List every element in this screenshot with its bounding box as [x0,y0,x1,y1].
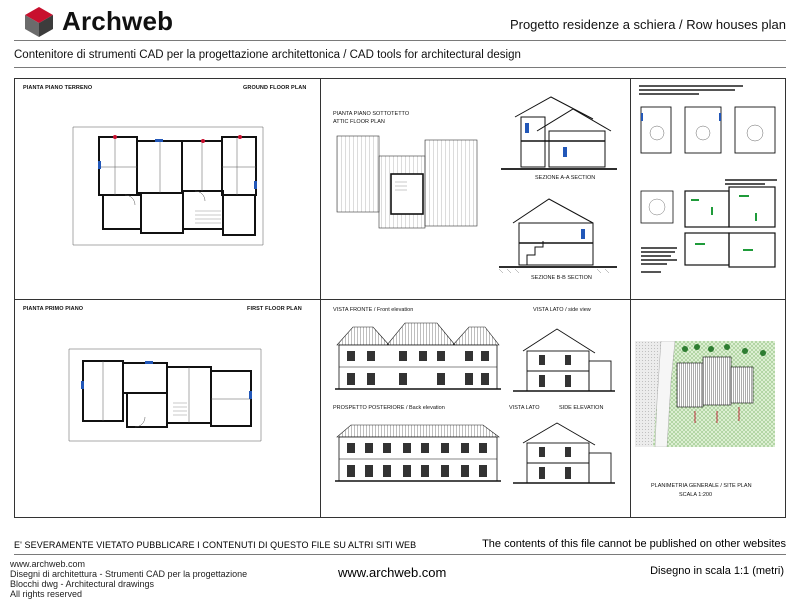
front-elevation-label: VISTA FRONTE / Front elevation [333,307,414,313]
brand-name: Archweb [62,6,174,36]
footer-line-1: www.archweb.com [10,559,86,569]
section-aa-label: SEZIONE A-A SECTION [535,175,596,181]
drawing-sheet [14,78,786,518]
section-bb-drawing [493,183,623,277]
back-elevation-label: PROSPETTO POSTERIORE / Back elevation [333,405,445,411]
site-plan-scale: SCALA 1:200 [679,492,713,498]
ground-floor-plan [65,121,265,251]
side-elevation-label-it: VISTA LATO [509,405,540,411]
drawing-title: Progetto residenze a schiera / Row houses plan [509,17,786,32]
subtitle: Contenitore di strumenti CAD per la progettazione architettonica / CAD tools for architectural design [14,49,521,61]
archweb-logo-icon [24,6,54,38]
section-aa-drawing [493,87,623,181]
side-view-drawing [509,323,619,393]
first-floor-label-en: FIRST FLOOR PLAN [247,306,302,312]
sheet-divider-v1 [320,79,321,517]
front-elevation-drawing [333,317,503,391]
back-elevation-drawing [333,421,503,483]
side-elevation-drawing [509,419,619,485]
ground-floor-label-en: GROUND FLOOR PLAN [243,85,307,91]
footer-website: www.archweb.com [338,565,447,580]
side-view-label: VISTA LATO / side view [533,307,591,313]
footer-scale: Disegno in scala 1:1 (metri) [650,565,784,577]
accessibility-schemes [635,83,781,293]
sheet-divider-h [15,299,785,300]
attic-label-en: ATTIC FLOOR PLAN [333,119,385,125]
attic-label-it: PIANTA PIANO SOTTOTETTO [333,111,410,117]
ground-floor-label-it: PIANTA PIANO TERRENO [23,85,93,91]
header-divider [14,40,786,41]
footer-line-4: All rights reserved [10,589,83,599]
site-plan-drawing [635,341,775,447]
copyright-notice-en: The contents of this file cannot be published on other websites [482,538,786,550]
section-bb-label: SEZIONE B-B SECTION [531,275,592,281]
attic-plan [333,134,483,234]
footer-divider [14,554,786,555]
footer-line-3: Blocchi dwg - Architectural drawings [10,579,155,589]
first-floor-plan [65,341,265,451]
first-floor-label-it: PIANTA PRIMO PIANO [23,306,84,312]
copyright-notice-it: E' SEVERAMENTE VIETATO PUBBLICARE I CONTENUTI DI QUESTO FILE SU ALTRI SITI WEB [14,540,417,550]
sheet-divider-v2 [630,79,631,517]
subtitle-divider [14,67,786,68]
footer-line-2: Disegni di architettura - Strumenti CAD per la progettazione [10,569,248,579]
site-plan-label: PLANIMETRIA GENERALE / SITE PLAN [651,483,752,489]
side-elevation-label-en: SIDE ELEVATION [559,405,604,411]
